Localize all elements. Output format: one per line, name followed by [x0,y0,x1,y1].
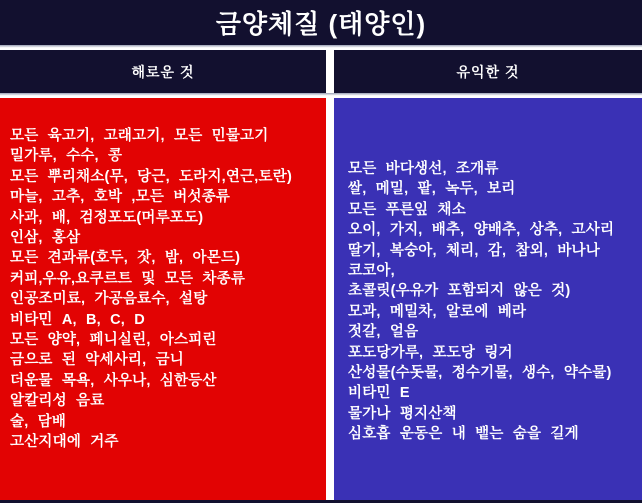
beneficial-item: 포도당가루, 포도당 링거 [348,344,513,361]
harmful-item: 인공조미료, 가공음료수, 설탕 [10,291,208,308]
harmful-item: 모든 뿌리채소(무, 당근, 도라지,연근,토란) [10,168,292,185]
beneficial-item: 물가나 평지산책 [348,405,457,422]
beneficial-item: 모과, 메밀차, 알로에 베라 [348,303,527,320]
harmful-item: 마늘, 고추, 호박 ,모든 버섯종류 [10,189,231,206]
harmful-item: 금으로 된 악세사리, 금니 [10,352,184,369]
harmful-column-header: 해로운 것 [0,50,326,93]
harmful-item: 모든 양약, 페니실린, 아스피린 [10,332,217,349]
harmful-items-panel [0,98,326,500]
header-separator-line [0,93,642,98]
beneficial-items-panel [334,98,642,500]
harmful-item: 모든 육고기, 고래고기, 모든 민물고기 [10,128,269,144]
harmful-item: 밀가루, 수수, 콩 [10,148,123,165]
harmful-item: 더운물 목욕, 사우나, 심한등산 [10,372,217,389]
beneficial-item: 모든 푸른잎 채소 [348,201,466,218]
beneficial-item: 딸기, 복숭아, 체리, 감, 참외, 바나나 [348,242,600,259]
beneficial-item: 코코아, [348,263,395,280]
beneficial-item: 오이, 가지, 배추, 양배추, 상추, 고사리 [348,222,615,239]
harmful-item: 모든 견과류(호두, 잣, 밤, 아몬드) [10,250,241,267]
harmful-item: 비타민 A, B, C, D [10,311,145,328]
title-separator-line [0,45,642,50]
beneficial-item: 쌀, 메밀, 팥, 녹두, 보리 [348,181,516,198]
harmful-item: 고산지대에 거주 [10,434,119,451]
harmful-item: 술, 담배 [10,413,67,430]
beneficial-item: 젓갈, 얼음 [348,324,419,341]
harmful-item: 인삼, 홍삼 [10,230,81,247]
page-title: 금양체질 (태양인) [215,9,427,39]
harmful-item: 사과, 배, 검정포도(머루포도) [10,209,204,226]
beneficial-item: 산성물(수돗물, 정수기물, 생수, 약수물) [348,365,612,382]
harmful-item: 커피,우유,요쿠르트 및 모든 차종류 [10,270,246,287]
harmful-item: 알칼리성 음료 [10,393,105,410]
beneficial-item: 모든 바다생선, 조개류 [348,161,499,177]
beneficial-column-header: 유익한 것 [334,50,642,93]
beneficial-item: 심호흡 운동은 내 뱉는 숨을 길게 [348,426,579,443]
beneficial-item: 비타민 E [348,385,410,402]
beneficial-item: 초콜릿(우유가 포함되지 않은 것) [348,283,571,300]
column-divider [326,45,334,500]
